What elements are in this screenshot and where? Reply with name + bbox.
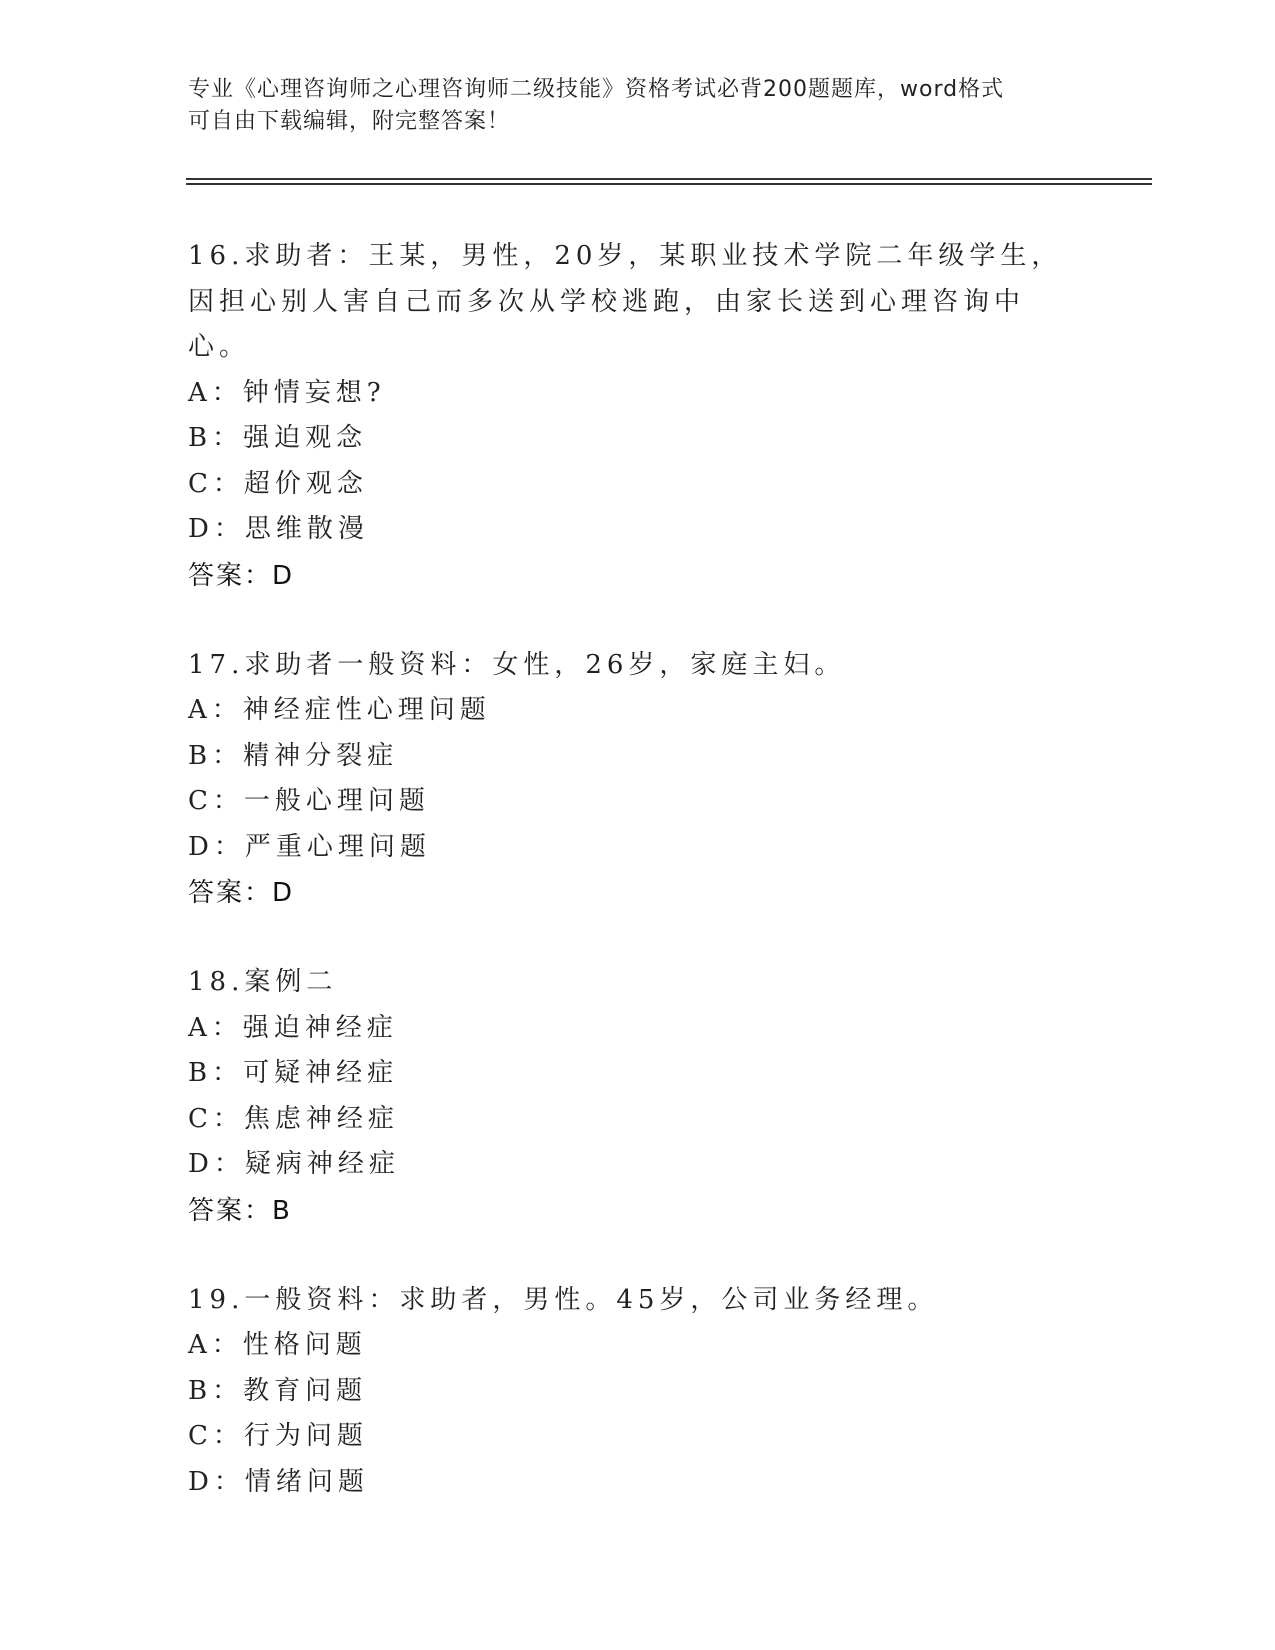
question-16 xyxy=(188,234,1088,599)
header-divider-bottom xyxy=(186,183,1152,185)
option-a: A：强迫神经症 xyxy=(188,1012,398,1043)
question-18 xyxy=(188,960,1088,1234)
option-b: B：教育问题 xyxy=(188,1375,368,1406)
option-a: A：性格问题 xyxy=(188,1330,367,1360)
option-b: B：可疑神经症 xyxy=(188,1058,399,1088)
option-d: D：情绪问题 xyxy=(188,1466,369,1497)
option-a: A：钟情妄想? xyxy=(188,377,386,408)
option-b: B：精神分裂症 xyxy=(188,740,399,771)
option-b: B：强迫观念 xyxy=(188,423,368,453)
answer: 答案：D xyxy=(188,878,295,908)
document-header xyxy=(188,74,1088,138)
option-c: C：焦虑神经症 xyxy=(188,1103,399,1134)
option-c: C：超价观念 xyxy=(188,468,368,499)
option-a: A：神经症性心理问题 xyxy=(188,695,491,725)
option-d: D：思维散漫 xyxy=(188,514,369,544)
question-stem: 17.求助者一般资料：女性，26岁，家庭主妇。 xyxy=(188,649,846,680)
answer: 答案：D xyxy=(188,560,295,591)
option-c: C：行为问题 xyxy=(188,1421,368,1451)
question-17 xyxy=(188,643,1088,917)
answer: 答案：B xyxy=(188,1195,292,1226)
question-stem: 16.求助者：王某，男性，20岁，某职业技术学院二年级学生，因担心别人害自己而多次从学校逃跑，由家长送到心理咨询中心。 xyxy=(188,241,1063,362)
header-line-1: 专业《心理咨询师之心理咨询师二级技能》资格考试必背200题题库，word格式 xyxy=(188,77,1005,102)
question-list xyxy=(188,234,1088,1549)
option-d: D：疑病神经症 xyxy=(188,1149,400,1179)
question-19 xyxy=(188,1278,1088,1506)
question-stem: 18.案例二 xyxy=(188,967,338,997)
option-d: D：严重心理问题 xyxy=(188,831,431,862)
header-divider-top xyxy=(186,178,1152,180)
option-c: C：一般心理问题 xyxy=(188,786,430,816)
header-line-2: 可自由下载编辑，附完整答案！ xyxy=(188,109,511,134)
question-stem: 19.一般资料：求助者，男性。45岁，公司业务经理。 xyxy=(188,1284,939,1315)
